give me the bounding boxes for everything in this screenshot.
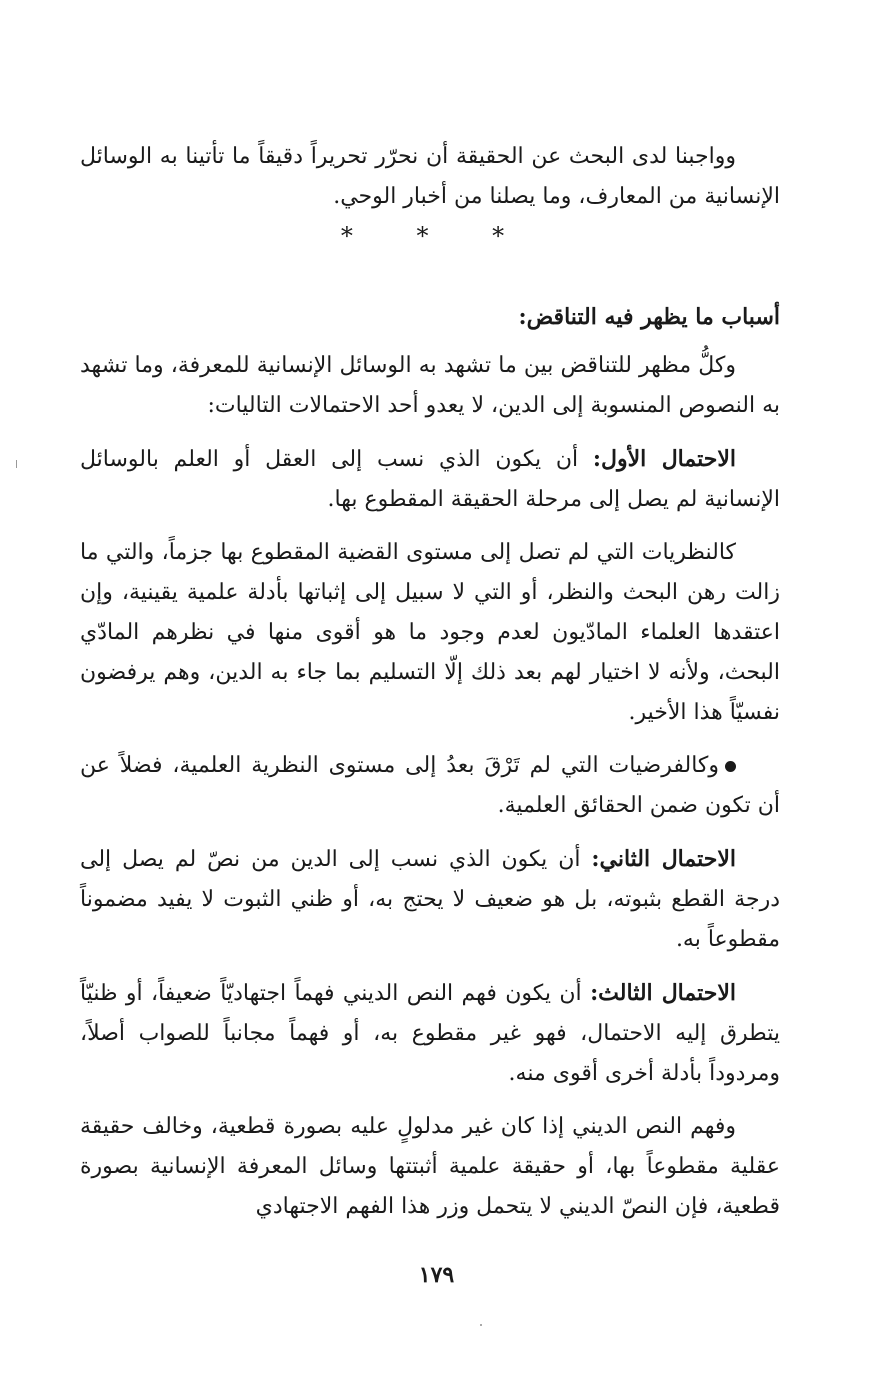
second-possibility-text: أن يكون الذي نسب إلى الدين من نصّ لم يصل إلى درجة القطع بثبوته، بل هو ضعيف لا يحتج به، أو ظني الثبوت لا يفيد مضموناً مقطوعاً به. bbox=[80, 847, 780, 952]
third-possibility-text: أن يكون فهم النص الديني فهماً اجتهاديّاً ضعيفاً، أو ظنيّاً يتطرق إليه الاحتمال، فهو غير مقطوع به، أو فهماً مجانباً للصواب أصلاً، ومردوداً بأدلة أخرى أقوى منه. bbox=[80, 981, 780, 1086]
paragraph-theories: كالنظريات التي لم تصل إلى مستوى القضية المقطوع بها جزماً، والتي ما زالت رهن البحث والنظر، أو التي لا سبيل إلى إثباتها بأدلة علمية يقينية، وإن اعتقدها العلماء المادّيون لعدم وجود ما هو أقوى منها في نظرهم المادّي البحث، ولأنه لا اختيار لهم بعد ذلك إلّا التسليم بما جاء به الدين، وهم يرفضون نفسيّاً هذا الأخير. bbox=[80, 540, 780, 725]
intro-paragraph: وواجبنا لدى البحث عن الحقيقة أن نحرّر تحريراً دقيقاً ما تأتينا به الوسائل الإنسانية من المعارف، وما يصلنا من أخبار الوحي. bbox=[80, 144, 780, 209]
margin-mark bbox=[16, 460, 17, 468]
first-possibility-label: الاحتمال الأول: bbox=[592, 446, 736, 472]
section-divider: * * * bbox=[340, 222, 533, 250]
section-heading: أسباب ما يظهر فيه التناقض: bbox=[518, 304, 780, 330]
page-number: ١٧٩ bbox=[418, 1262, 455, 1288]
second-possibility-label: الاحتمال الثاني: bbox=[591, 846, 736, 872]
paragraph-hypotheses bbox=[80, 746, 780, 826]
scan-dot bbox=[480, 1324, 482, 1326]
paragraph-second-possibility bbox=[80, 839, 780, 960]
paragraph-religious-text-understanding: وفهم النص الديني إذا كان غير مدلولٍ عليه بصورة قطعية، وخالف حقيقة عقلية مقطوعاً بها، أو حقيقة علمية أثبتتها وسائل المعرفة الإنسانية بصورة قطعية، فإن النصّ الديني لا يتحمل وزر هذا الفهم الاجتهادي bbox=[80, 1114, 780, 1219]
paragraph-third-possibility bbox=[80, 973, 780, 1094]
intro-block bbox=[80, 137, 780, 217]
first-possibility-text: أن يكون الذي نسب إلى العقل أو العلم بالوسائل الإنسانية لم يصل إلى مرحلة الحقيقة المقطوع بها. bbox=[80, 447, 780, 512]
body-block bbox=[80, 346, 780, 1227]
paragraph-first-possibility bbox=[80, 439, 780, 520]
paragraph-possibilities-intro: وكلُّ مظهر للتناقض بين ما تشهد به الوسائل الإنسانية للمعرفة، وما تشهد به النصوص المنسوبة إلى الدين، لا يعدو أحد الاحتمالات التاليات: bbox=[80, 353, 780, 418]
third-possibility-label: الاحتمال الثالث: bbox=[590, 980, 736, 1006]
bullet-icon bbox=[725, 761, 736, 772]
hypotheses-text: وكالفرضيات التي لم تَرْقَ بعدُ إلى مستوى النظرية العلمية، فضلاً عن أن تكون ضمن الحقائق العلمية. bbox=[80, 753, 780, 818]
